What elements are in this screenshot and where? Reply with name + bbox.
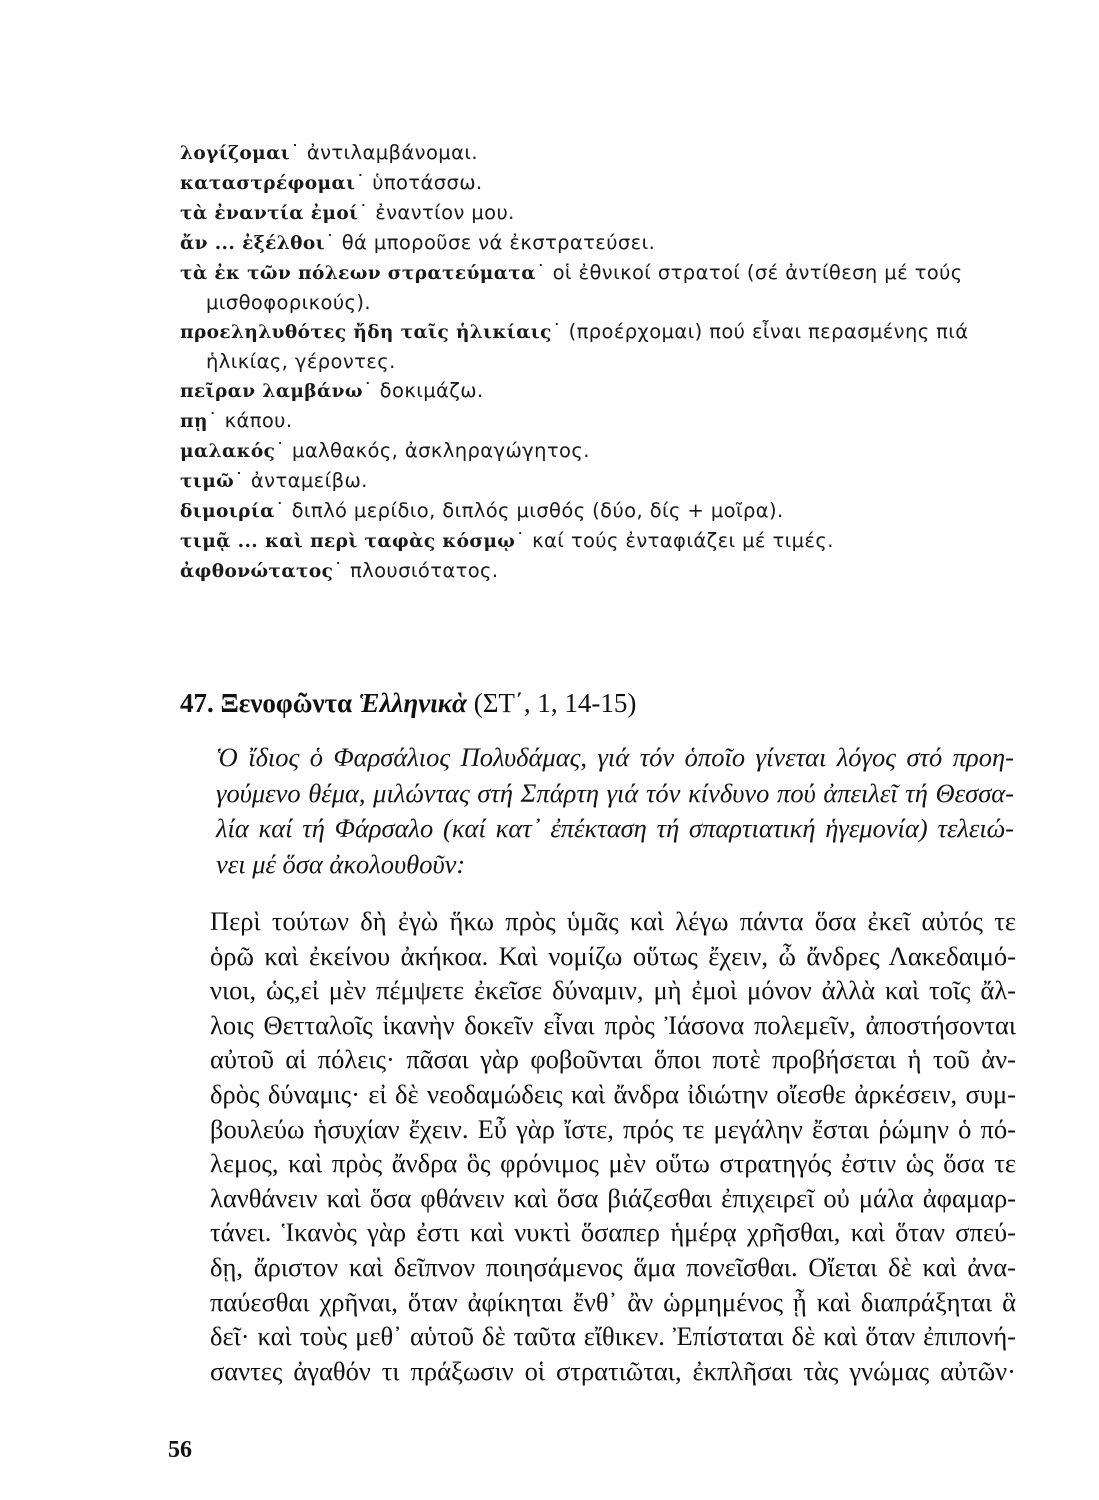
glossary-term: πῃ <box>180 411 208 432</box>
glossary <box>180 138 1040 586</box>
text-line: τάνει. Ἱκανὸς γὰρ ἐστι καὶ νυκτὶ ὅσαπερ ἡμέρᾳ χρῆσθαι, καὶ ὅταν σπεύ- <box>210 1217 1016 1248</box>
section-number: 47. <box>180 688 214 718</box>
glossary-entry: ἄν ... ἐξέλθοι˙ θά μποροῦσε νά ἐκστρατεύσει. <box>180 231 656 254</box>
glossary-entry: προεληλυθότες ἤδη ταῖς ἡλικίαις˙ (προέρχομαι) πού εἶναι περασμένης πιά ἡλικίας, γέροντες. <box>180 320 969 373</box>
text-line: δῃ, ἄριστον καὶ δεῖπνον ποιησάμενος ἅμα πονεῖσθαι. Οἴεται δὲ καὶ ἀνα- <box>210 1251 1016 1282</box>
section-heading <box>180 688 636 719</box>
glossary-term: τιμῶ <box>180 471 235 492</box>
text-line: σαντες ἀγαθόν τι πράξωσιν οἱ στρατιῶται, ἐκπλῆσαι τὰς γνώμας αὐτῶν· <box>210 1355 1016 1386</box>
text-line: παύεσθαι χρῆναι, ὅταν ἀφίκηται ἔνθ᾽ ἂν ὡρμημένος ᾖ καὶ διαπράξηται ἃ <box>210 1286 1016 1317</box>
text-line: λοις Θετταλοῖς ἱκανὴν δοκεῖν εἶναι πρὸς Ἰάσονα πολεμεῖν, ἀποστήσονται <box>210 1009 1016 1040</box>
glossary-term: ἀφθονώτατος <box>180 561 334 582</box>
section-work: Ἑλληνικὰ <box>358 688 467 718</box>
glossary-definition: πλουσιότατος. <box>350 559 499 582</box>
greek-text <box>210 904 1016 1388</box>
glossary-definition: (προέρχομαι) πού εἶναι περασμένης πιά ἡλικίας, γέροντες. <box>206 320 969 373</box>
text-line: δρὸς δύναμις· εἰ δὲ νεοδαμώδεις καὶ ἄνδρα ἰδιώτην οἴεσθε ἀρκέσειν, συμ- <box>210 1078 1016 1109</box>
glossary-definition: κάπου. <box>224 409 293 432</box>
glossary-definition: θά μποροῦσε νά ἐκστρατεύσει. <box>341 231 656 254</box>
glossary-entry: ἀφθονώτατος˙ πλουσιότατος. <box>180 559 499 582</box>
glossary-term: προεληλυθότες ἤδη ταῖς ἡλικίαις <box>180 322 552 343</box>
glossary-definition: ἐναντίον μου. <box>375 201 515 224</box>
intro-line: γούμενο θέμα, μιλώντας στή Σπάρτη γιά τόν κίνδυνο πού ἀπειλεῖ τή Θεσσα- <box>216 777 1014 808</box>
intro-line: Ὁ ἴδιος ὁ Φαρσάλιος Πολυδάμας, γιά τόν ὁποῖο γίνεται λόγος στό προη- <box>216 742 1014 772</box>
glossary-term: μαλακός <box>180 441 276 462</box>
text-line: λεμος, καὶ πρὸς ἄνδρα ὃς φρόνιμος μὲν οὕτω στρατηγός ἐστιν ὡς ὅσα τε <box>210 1148 1016 1179</box>
glossary-entry: τιμῶ˙ ἀνταμείβω. <box>180 469 368 492</box>
glossary-entry: πεῖραν λαμβάνω˙ δοκιμάζω. <box>180 379 484 402</box>
glossary-entry: λογίζομαι˙ ἀντιλαμβάνομαι. <box>180 141 478 164</box>
glossary-definition: ὑποτάσσω. <box>372 171 483 194</box>
text-line: Περὶ τούτων δὴ ἐγὼ ἥκω πρὸς ὑμᾶς καὶ λέγω πάντα ὅσα ἐκεῖ αὐτός τε <box>210 906 1016 936</box>
glossary-term: πεῖραν λαμβάνω <box>180 381 363 402</box>
glossary-term: διμοιρία <box>180 501 275 522</box>
glossary-entry: πῃ˙ κάπου. <box>180 409 293 432</box>
glossary-definition: διπλό μερίδιο, διπλός μισθός (δύο, δίς + μοῖρα). <box>291 499 784 522</box>
glossary-term: λογίζομαι <box>180 143 291 164</box>
glossary-term: τὰ ἐκ τῶν πόλεων στρατεύματα <box>180 263 536 284</box>
glossary-definition: ἀντιλαμβάνομαι. <box>306 141 478 164</box>
glossary-entry: τιμᾷ ... καὶ περὶ ταφὰς κόσμῳ˙ καί τούς ἐνταφιάζει μέ τιμές. <box>180 529 834 552</box>
page-number: 56 <box>168 1437 192 1463</box>
glossary-definition: οἱ ἐθνικοί στρατοί (σέ ἀντίθεση μέ τούς μισθοφορικούς). <box>206 261 963 314</box>
glossary-term: καταστρέφομαι <box>180 173 356 194</box>
glossary-entry: διμοιρία˙ διπλό μερίδιο, διπλός μισθός (δύο, δίς + μοῖρα). <box>180 499 784 522</box>
text-line: νιοι, ὡς,εἰ μὲν πέμψετε ἐκεῖσε δύναμιν, μὴ ἐμοὶ μόνον ἀλλὰ καὶ τοῖς ἄλ- <box>210 975 1016 1006</box>
glossary-entry: τὰ ἐναντία ἐμοί˙ ἐναντίον μου. <box>180 201 515 224</box>
glossary-definition: ἀνταμείβω. <box>250 469 368 492</box>
glossary-entry: καταστρέφομαι˙ ὑποτάσσω. <box>180 171 483 194</box>
text-line: ὁρῶ καὶ ἐκείνου ἀκήκοα. Καὶ νομίζω οὕτως ἔχειν, ὦ ἄνδρες Λακεδαιμό- <box>210 940 1016 971</box>
intro-line: νει μέ ὅσα ἀκολουθοῦν: <box>216 848 466 879</box>
glossary-definition: μαλθακός, ἀσκληραγώγητος. <box>292 439 590 462</box>
section-reference: (ΣΤ΄, 1, 14-15) <box>473 688 637 718</box>
glossary-definition: καί τούς ἐνταφιάζει μέ τιμές. <box>532 529 834 552</box>
glossary-entry: τὰ ἐκ τῶν πόλεων στρατεύματα˙ οἱ ἐθνικοί στρατοί (σέ ἀντίθεση μέ τούς μισθοφορικούς). <box>180 261 963 314</box>
text-line: λανθάνειν καὶ ὅσα φθάνειν καὶ ὅσα βιάζεσθαι ἐπιχειρεῖ οὐ μάλα ἀφαμαρ- <box>210 1182 1016 1213</box>
intro-line: λία καί τή Φάρσαλο (καί κατ᾽ ἐπέκταση τή σπαρτιατική ἡγεμονία) τελειώ- <box>216 813 1014 843</box>
text-line: δεῖ· καὶ τοὺς μεθ᾽ αὑτοῦ δὲ ταῦτα εἴθικεν. Ἐπίσταται δὲ καὶ ὅταν ἐπιπονή- <box>210 1321 1016 1352</box>
glossary-entry: μαλακός˙ μαλθακός, ἀσκληραγώγητος. <box>180 439 590 462</box>
text-line: αὐτοῦ αἱ πόλεις· πᾶσαι γὰρ φοβοῦνται ὅποι ποτὲ προβήσεται ἡ τοῦ ἀν- <box>210 1044 1016 1075</box>
glossary-term: τὰ ἐναντία ἐμοί <box>180 203 359 224</box>
glossary-definition: δοκιμάζω. <box>379 379 484 402</box>
section-author: Ξενοφῶντα <box>220 688 353 718</box>
text-line: βουλεύω ἡσυχίαν ἔχειν. Εὖ γὰρ ἴστε, πρός τε μεγάλην ἔσται ῥώμην ὁ πό- <box>210 1113 1016 1144</box>
glossary-term: ἄν ... ἐξέλθοι <box>180 233 325 254</box>
glossary-term: τιμᾷ ... καὶ περὶ ταφὰς κόσμῳ <box>180 531 516 552</box>
intro-paragraph <box>216 740 1014 882</box>
